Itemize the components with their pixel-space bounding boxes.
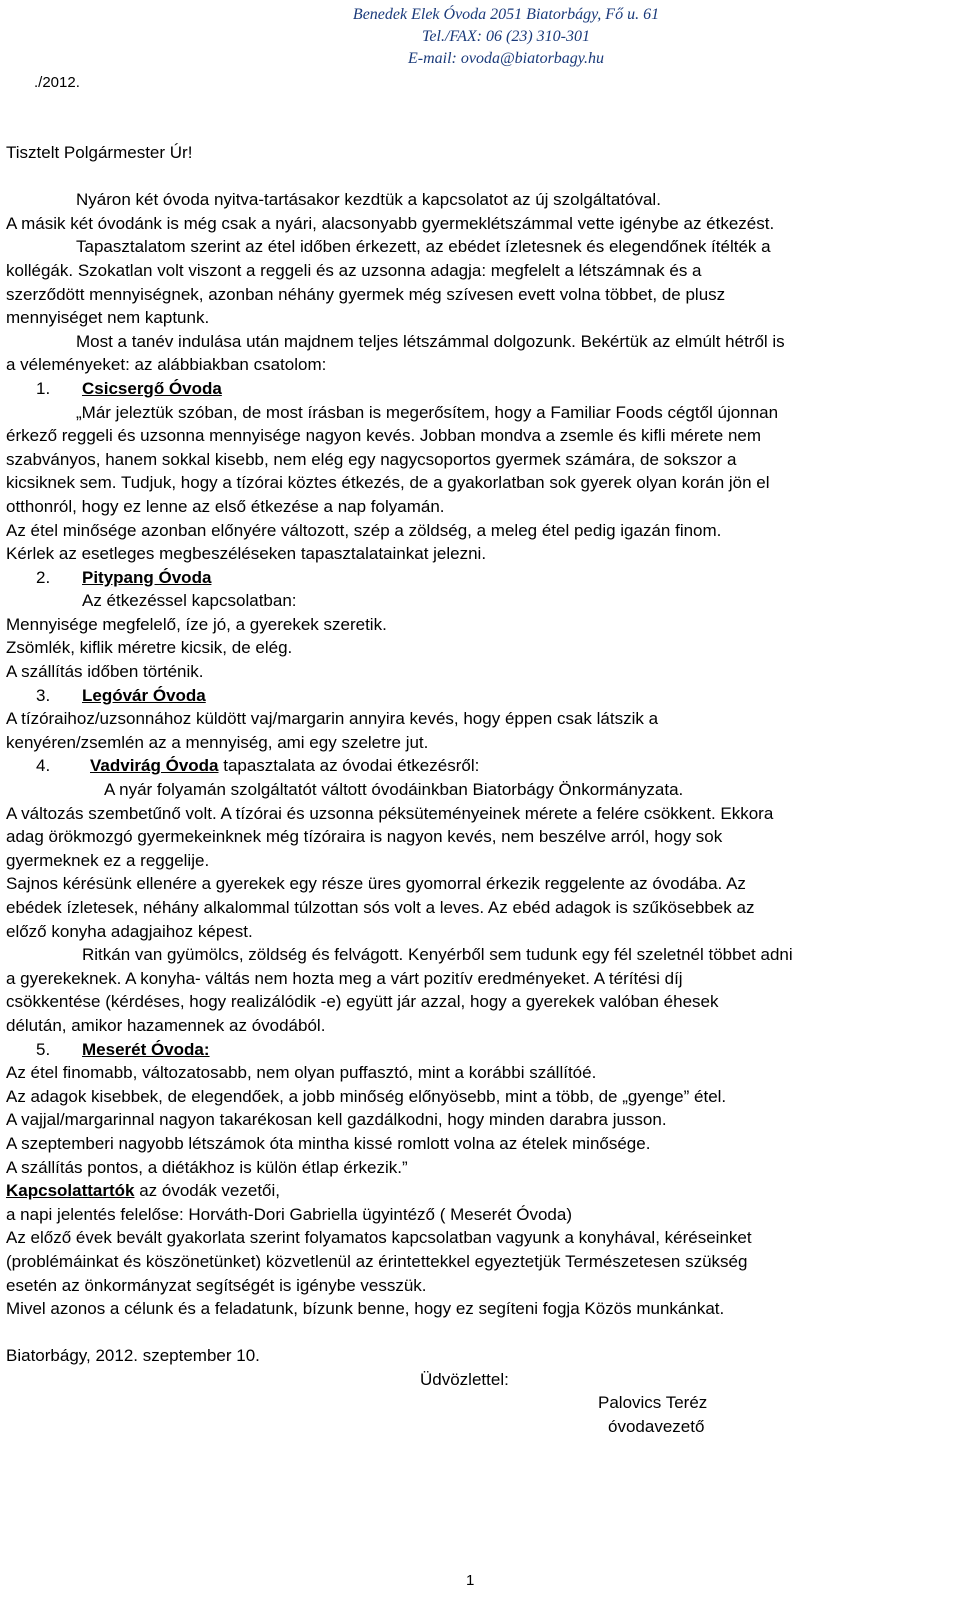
section-line: előző konyha adagjaihoz képest.	[6, 921, 253, 941]
section-line: A vajjal/margarinnal nagyon takarékosan kell gazdálkodni, hogy minden darabra jusson.	[6, 1110, 667, 1130]
section-title: Vadvirág Óvoda	[90, 756, 219, 776]
contact-line: (problémáinkat és köszönetünket) közvetlenül az érintettekkel egyeztetjük Természetesen szükség	[6, 1251, 748, 1271]
intro-line: kollégák. Szokatlan volt viszont a reggeli és az uzsonna adagja: megfelelt a létszámnak és a	[6, 260, 702, 280]
section-line: A nyár folyamán szolgáltatót váltott óvodáinkban Biatorbágy Önkormányzata.	[104, 780, 684, 800]
intro-line: Tapasztalatom szerint az étel időben érkezett, az ebédet ízletesnek és elegendőnek ítélték a	[76, 237, 771, 257]
section-line: „Már jeleztük szóban, de most írásban is megerősítem, hogy a Familiar Foods cégtől újonnan	[76, 402, 779, 422]
section-heading: 5. Meserét Óvoda:	[36, 1039, 210, 1059]
page-number: 1	[466, 1572, 475, 1589]
section-title: Csicsergő Óvoda	[82, 378, 222, 398]
section-line: kicsiknek sem. Tudjuk, hogy a tízórai köztes étkezés, de a gyakorlatban sok gyerek olyan korán jön el	[6, 473, 770, 493]
section-line: A szállítás időben történik.	[6, 662, 204, 682]
section-line: Az adagok kisebbek, de elegendőek, a jobb minőség előnyösebb, mint a több, de „gyenge” étel.	[6, 1086, 727, 1106]
letter-date: Biatorbágy, 2012. szeptember 10.	[6, 1346, 260, 1366]
intro-line: Most a tanév indulása után majdnem teljes létszámmal dolgozunk. Bekértük az elmúlt hétről is	[76, 331, 785, 351]
section-line: adag örökmozgó gyermekeinknek még tízóraira is nagyon kevés, nem beszélve arról, hogy sok	[6, 827, 723, 847]
contact-line: esetén az önkormányzat segítségét is igénybe vesszük.	[6, 1275, 427, 1295]
closing-greeting: Üdvözlettel:	[420, 1369, 509, 1389]
salutation: Tisztelt Polgármester Úr!	[6, 143, 193, 162]
intro-line: Nyáron két óvoda nyitva-tartásakor kezdtük a kapcsolatot az új szolgáltatóval.	[76, 190, 661, 210]
section-line: gyermeknek ez a reggelije.	[6, 850, 210, 870]
section-line: kenyéren/zsemlén az a mennyiség, ami egy szeletre jut.	[6, 732, 429, 752]
section-line: a gyerekeknek. A konyha- váltás nem hozta meg a várt pozitív eredményeket. A térítési díj	[6, 968, 683, 988]
signer-role: óvodavezető	[608, 1417, 705, 1437]
section-line: érkező reggeli és uzsonna mennyisége nagyon kevés. Jobban mondva a zsemle és kifli mérete nem	[6, 426, 762, 446]
section-line: Az étel minősége azonban előnyére változott, szép a zöldség, a meleg étel pedig igazán finom.	[6, 520, 722, 540]
reference-number: ./2012.	[34, 74, 80, 91]
letterhead	[306, 4, 706, 70]
section-line: ebédek ízletesek, néhány alkalommal túlzottan sós volt a leves. Az ebéd adagok is szűkösebbek az	[6, 898, 755, 917]
section-heading: 2. Pitypang Óvoda	[36, 567, 212, 587]
section-heading: 1. Csicsergő Óvoda	[36, 378, 222, 398]
letter-body	[6, 141, 946, 1439]
section-title: Legóvár Óvoda	[82, 685, 206, 705]
section-line: Kérlek az esetleges megbeszéléseken tapasztalatainkat jelezni.	[6, 544, 487, 564]
letterhead-phone: Tel./FAX: 06 (23) 310-301	[422, 28, 590, 45]
section-line: Zsömlék, kiflik méretre kicsik, de elég.	[6, 638, 293, 658]
section-line: szabványos, hanem sokkal kisebb, nem elég egy nagycsoportos gyermek számára, de sokszor a	[6, 449, 737, 469]
section-line: A szállítás pontos, a diétákhoz is külön étlap érkezik.”	[6, 1157, 408, 1177]
signer-name: Palovics Teréz	[598, 1393, 708, 1413]
contact-heading: Kapcsolattartók az óvodák vezetői,	[6, 1181, 281, 1201]
section-line: Az étkezéssel kapcsolatban:	[82, 591, 297, 611]
section-line: csökkentése (kérdéses, hogy realizálódik -e) együtt jár azzal, hogy a gyerekek valóban éhesek	[6, 992, 719, 1012]
section-line: A szeptemberi nagyobb létszámok óta mintha kissé romlott volna az ételek minősége.	[6, 1133, 651, 1153]
contact-line: Mivel azonos a célunk és a feladatunk, bízunk benne, hogy ez segíteni fogja Közös munkánkat.	[6, 1299, 725, 1319]
section-line: Sajnos kérésünk ellenére a gyerekek egy része üres gyomorral érkezik reggelente az óvodába. Az	[6, 874, 746, 894]
section-title: Pitypang Óvoda	[82, 567, 212, 587]
section-title-suffix: tapasztalata az óvodai étkezésről:	[218, 756, 480, 776]
contact-line: a napi jelentés felelőse: Horváth-Dori Gabriella ügyintéző ( Meserét Óvoda)	[6, 1204, 572, 1224]
letterhead-address: Benedek Elek Óvoda 2051 Biatorbágy, Fő u. 61	[352, 6, 660, 23]
contact-label: Kapcsolattartók	[6, 1181, 135, 1201]
intro-line: A másik két óvodánk is még csak a nyári, alacsonyabb gyermeklétszámmal vette igénybe az étkezést.	[6, 213, 775, 233]
intro-line: a véleményeket: az alábbiakban csatolom:	[6, 355, 327, 375]
section-line: A tízóraihoz/uzsonnához küldött vaj/margarin annyira kevés, hogy éppen csak látszik a	[6, 709, 659, 729]
section-line: Az étel finomabb, változatosabb, nem olyan puffasztó, mint a korábbi szállítóé.	[6, 1063, 597, 1083]
section-line: Ritkán van gyümölcs, zöldség és felvágott. Kenyérből sem tudunk egy fél szeletnél többet adni	[82, 945, 793, 965]
section-line: délután, amikor hazamennek az óvodából.	[6, 1015, 326, 1035]
section-line: otthonról, hogy ez lenne az első étkezése a nap folyamán.	[6, 496, 445, 516]
contact-line: Az előző évek bevált gyakorlata szerint folyamatos kapcsolatban vagyunk a konyhával, kéréseinket	[6, 1228, 752, 1248]
intro-line: szerződött mennyiségnek, azonban néhány gyermek még szívesen evett volna többet, de plusz	[6, 284, 726, 304]
section-title: Meserét Óvoda:	[82, 1039, 210, 1059]
section-heading: 3. Legóvár Óvoda	[36, 685, 206, 705]
section-heading: 4. Vadvirág Óvoda tapasztalata az óvodai étkezésről:	[36, 756, 480, 776]
intro-line: mennyiséget nem kaptunk.	[6, 308, 210, 328]
section-line: A változás szembetűnő volt. A tízórai és uzsonna péksüteményeinek mérete a felére csökkent. Ekkora	[6, 803, 774, 823]
letterhead-email: E-mail: ovoda@biatorbagy.hu	[407, 50, 605, 67]
section-line: Mennyisége megfelelő, íze jó, a gyerekek szeretik.	[6, 614, 387, 634]
